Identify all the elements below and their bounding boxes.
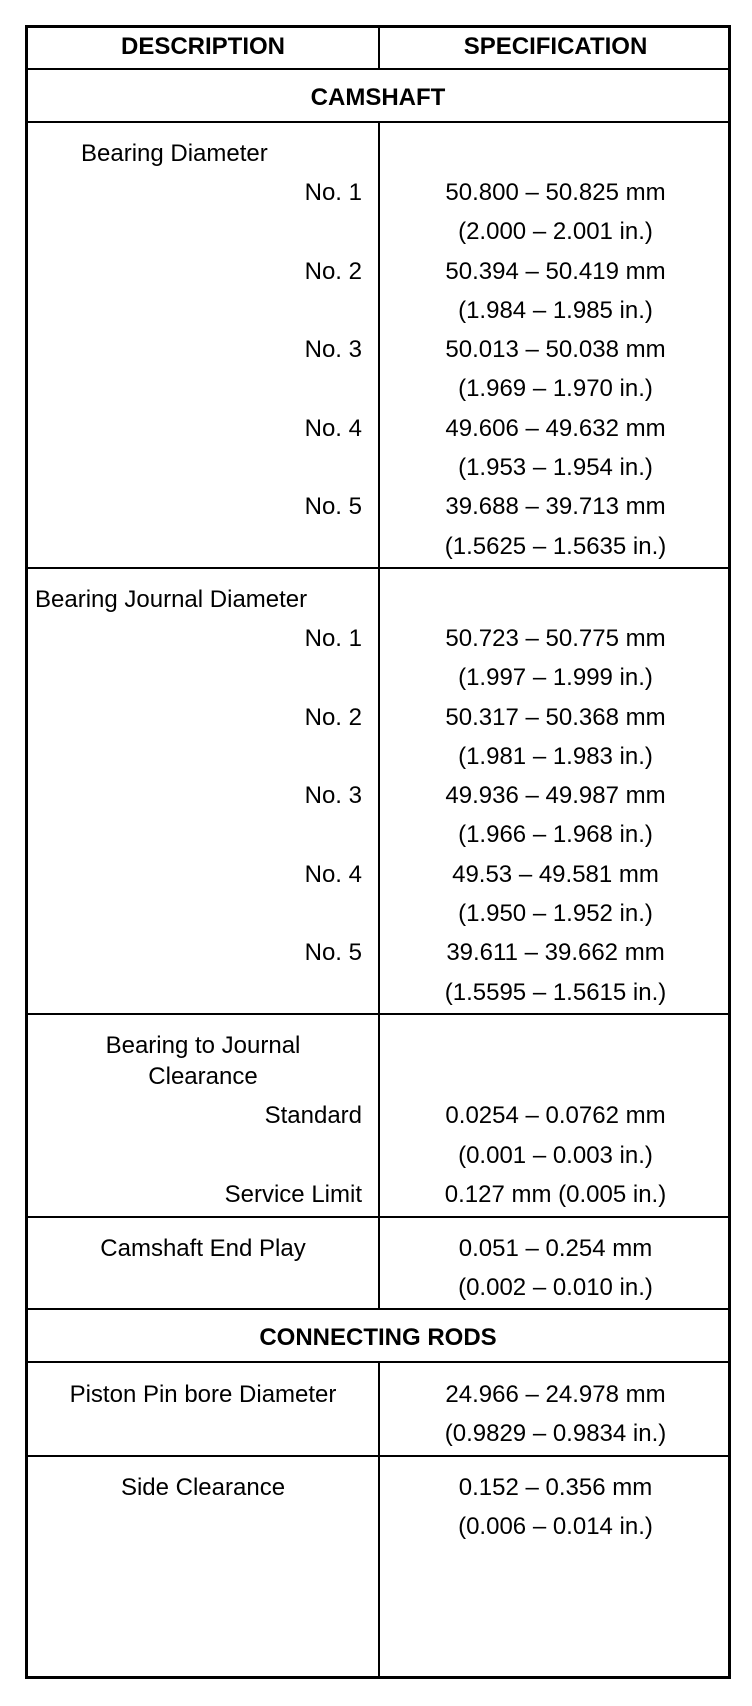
header-divider xyxy=(28,68,728,70)
side-clearance-label: Side Clearance xyxy=(120,1474,286,1501)
connecting-rods-section-title: CONNECTING RODS xyxy=(259,1324,497,1351)
journal-no5-in: (1.5595 – 1.5615 in.) xyxy=(444,979,667,1006)
pin-bore-mm: 24.966 – 24.978 mm xyxy=(445,1381,666,1408)
bearing-no4-mm: 49.606 – 49.632 mm xyxy=(445,415,666,442)
bearing-no1-mm: 50.800 – 50.825 mm xyxy=(445,179,666,206)
journal-no3-mm: 49.936 – 49.987 mm xyxy=(445,782,666,809)
journal-diameter-label: Bearing Journal Diameter xyxy=(35,586,308,613)
description-header: DESCRIPTION xyxy=(120,33,285,60)
bearing-no5-in: (1.5625 – 1.5635 in.) xyxy=(444,533,667,560)
pin-bore-in: (0.9829 – 0.9834 in.) xyxy=(444,1420,667,1447)
journal-no5-label: No. 5 xyxy=(304,939,362,966)
bearing-no3-mm: 50.013 – 50.038 mm xyxy=(445,336,666,363)
camshaft-section-title: CAMSHAFT xyxy=(310,84,446,111)
clearance-standard-mm: 0.0254 – 0.0762 mm xyxy=(445,1102,666,1129)
bearing-no2-label: No. 2 xyxy=(304,258,362,285)
bearing-no3-label: No. 3 xyxy=(304,336,362,363)
bearing-no5-mm: 39.688 – 39.713 mm xyxy=(445,493,666,520)
journal-no5-mm: 39.611 – 39.662 mm xyxy=(446,939,665,966)
bearing-no2-mm: 50.394 – 50.419 mm xyxy=(445,258,666,285)
journal-no4-mm: 49.53 – 49.581 mm xyxy=(452,861,659,888)
journal-no1-mm: 50.723 – 50.775 mm xyxy=(445,625,666,652)
bearing-no4-label: No. 4 xyxy=(304,415,362,442)
journal-no1-in: (1.997 – 1.999 in.) xyxy=(458,664,653,691)
journal-no3-label: No. 3 xyxy=(304,782,362,809)
bearing-no5-label: No. 5 xyxy=(304,493,362,520)
bearing-no4-in: (1.953 – 1.954 in.) xyxy=(458,454,653,481)
end-play-in: (0.002 – 0.010 in.) xyxy=(458,1274,653,1301)
journal-no2-mm: 50.317 – 50.368 mm xyxy=(445,704,666,731)
pin-bore-label: Piston Pin bore Diameter xyxy=(69,1381,337,1408)
bearing-no3-in: (1.969 – 1.970 in.) xyxy=(458,375,653,402)
journal-no4-in: (1.950 – 1.952 in.) xyxy=(458,900,653,927)
bearing-no2-in: (1.984 – 1.985 in.) xyxy=(458,297,653,324)
bearing-no1-label: No. 1 xyxy=(304,179,362,206)
end-play-label: Camshaft End Play xyxy=(100,1235,306,1262)
journal-no2-in: (1.981 – 1.983 in.) xyxy=(458,743,653,770)
journal-no1-label: No. 1 xyxy=(304,625,362,652)
clearance-standard-label: Standard xyxy=(264,1102,362,1129)
journal-no2-label: No. 2 xyxy=(304,704,362,731)
end-play-divider xyxy=(28,1308,728,1310)
clearance-service-limit-label: Service Limit xyxy=(224,1181,362,1208)
journal-no4-label: No. 4 xyxy=(304,861,362,888)
clearance-service-limit-value: 0.127 mm (0.005 in.) xyxy=(444,1181,667,1208)
end-play-mm: 0.051 – 0.254 mm xyxy=(458,1235,653,1262)
clearance-standard-in: (0.001 – 0.003 in.) xyxy=(458,1142,653,1169)
clearance-label-line2: Clearance xyxy=(148,1063,258,1090)
bearing-diameter-label: Bearing Diameter xyxy=(81,140,268,167)
clearance-label-line1: Bearing to Journal xyxy=(105,1032,301,1059)
side-clearance-mm: 0.152 – 0.356 mm xyxy=(458,1474,653,1501)
bearing-no1-in: (2.000 – 2.001 in.) xyxy=(458,218,653,245)
side-clearance-in: (0.006 – 0.014 in.) xyxy=(458,1513,653,1540)
journal-no3-in: (1.966 – 1.968 in.) xyxy=(458,821,653,848)
spec-table xyxy=(25,25,731,1679)
specification-header: SPECIFICATION xyxy=(463,33,648,60)
